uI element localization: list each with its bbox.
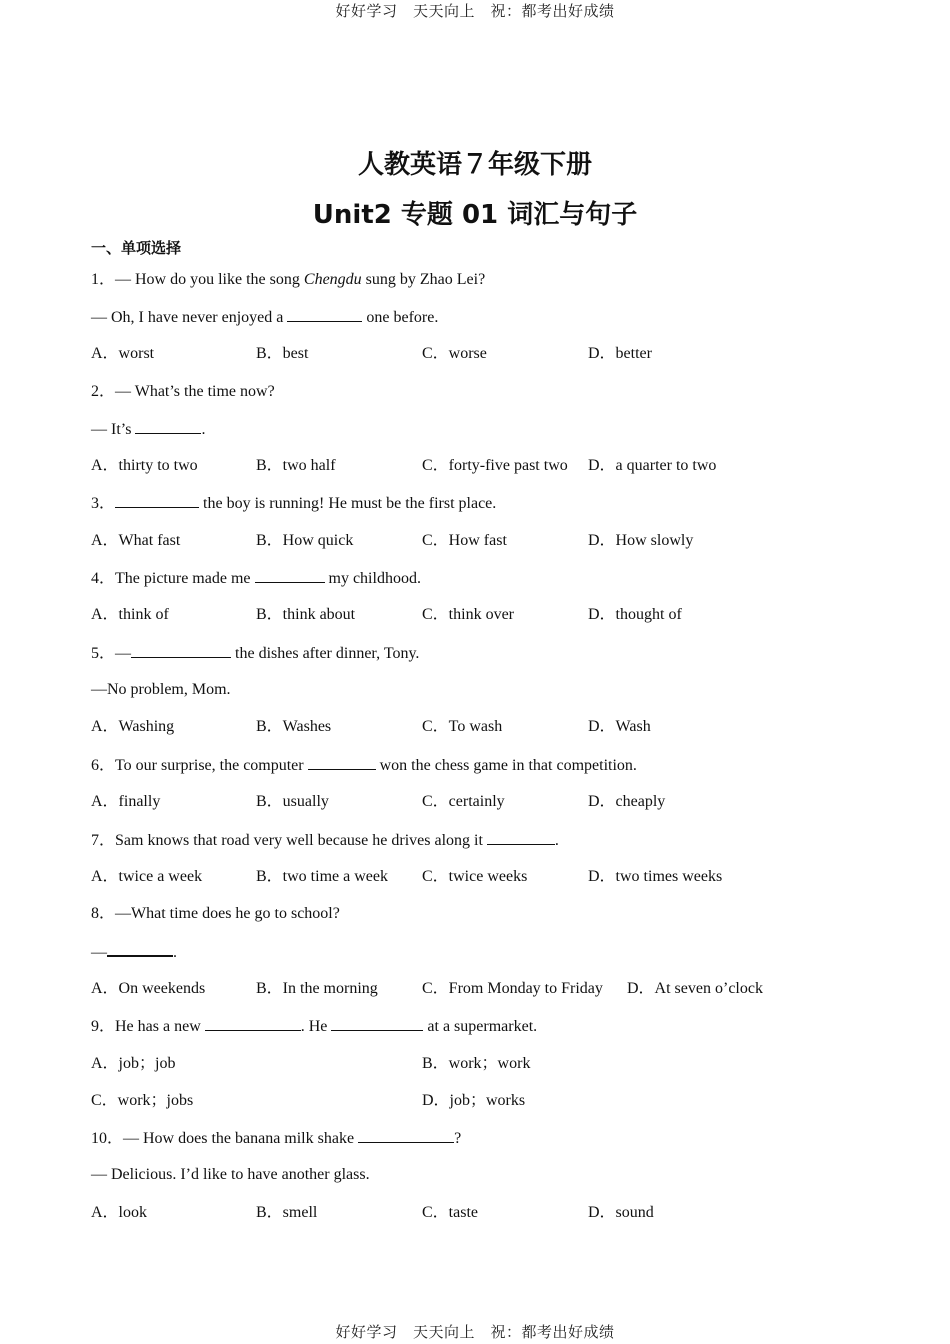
question-2-line-2: — It’s .: [91, 421, 206, 438]
answer-blank[interactable]: [287, 307, 362, 322]
document-subtitle: Unit2 专题 01 词汇与句子: [312, 200, 638, 230]
q2-option-a[interactable]: A．thirty to two: [91, 457, 198, 474]
q10-option-d[interactable]: D．sound: [588, 1204, 654, 1221]
question-8: 8．—What time does he go to school?: [91, 905, 340, 922]
answer-blank[interactable]: [115, 493, 199, 508]
question-1-line-2: — Oh, I have never enjoyed a one before.: [91, 309, 439, 326]
question-7: 7．Sam knows that road very well because he drives along it .: [91, 832, 559, 849]
answer-blank[interactable]: [107, 941, 173, 957]
question-6: 6．To our surprise, the computer won the chess game in that competition.: [91, 757, 637, 774]
q8-option-c[interactable]: C．From Monday to Friday: [422, 980, 603, 997]
answer-blank[interactable]: [358, 1128, 454, 1143]
q2-option-c[interactable]: C．forty-five past two: [422, 457, 568, 474]
answer-blank[interactable]: [487, 830, 555, 845]
q2-option-d[interactable]: D．a quarter to two: [588, 457, 717, 474]
q1-option-a[interactable]: A．worst: [91, 345, 155, 362]
question-1: 1．— How do you like the song Chengdu sung by Zhao Lei?: [91, 271, 486, 288]
q3-option-d[interactable]: D．How slowly: [588, 532, 694, 549]
q7-option-c[interactable]: C．twice weeks: [422, 868, 528, 885]
q1-option-b[interactable]: B．best: [256, 345, 309, 362]
answer-blank[interactable]: [131, 643, 231, 658]
q9-option-a[interactable]: A．job；job: [91, 1055, 176, 1072]
section-heading: 一、单项选择: [91, 239, 182, 257]
answer-blank[interactable]: [255, 568, 325, 583]
q10-option-a[interactable]: A．look: [91, 1204, 148, 1221]
answer-blank[interactable]: [331, 1016, 423, 1031]
q10-option-b[interactable]: B．smell: [256, 1204, 318, 1221]
answer-blank[interactable]: [135, 419, 201, 434]
page-footer: 好好学习 天天向上 祝：都考出好成绩: [335, 1323, 615, 1341]
q9-option-b[interactable]: B．work；work: [422, 1055, 531, 1072]
q6-option-b[interactable]: B．usually: [256, 793, 329, 810]
q10-option-c[interactable]: C．taste: [422, 1204, 478, 1221]
q3-option-a[interactable]: A．What fast: [91, 532, 181, 549]
answer-blank[interactable]: [308, 755, 376, 770]
q4-option-d[interactable]: D．thought of: [588, 606, 682, 623]
q4-option-b[interactable]: B．think about: [256, 606, 356, 623]
page-header: 好好学习 天天向上 祝：都考出好成绩: [335, 2, 615, 20]
question-3: 3． the boy is running! He must be the first place.: [91, 495, 497, 512]
question-10-line-2: — Delicious. I’d like to have another glass.: [91, 1166, 370, 1183]
question-8-line-2: — .: [91, 941, 177, 963]
q5-option-c[interactable]: C．To wash: [422, 718, 503, 735]
q2-option-b[interactable]: B．two half: [256, 457, 336, 474]
question-10: 10．— How does the banana milk shake ?: [91, 1130, 462, 1147]
q6-option-d[interactable]: D．cheaply: [588, 793, 666, 810]
q3-option-c[interactable]: C．How fast: [422, 532, 507, 549]
q7-option-a[interactable]: A．twice a week: [91, 868, 203, 885]
q7-option-d[interactable]: D．two times weeks: [588, 868, 723, 885]
question-9: 9．He has a new . He at a supermarket.: [91, 1018, 538, 1035]
q4-option-c[interactable]: C．think over: [422, 606, 514, 623]
q5-option-b[interactable]: B．Washes: [256, 718, 332, 735]
q3-option-b[interactable]: B．How quick: [256, 532, 354, 549]
q1-option-d[interactable]: D．better: [588, 345, 652, 362]
document-title: 人教英语７年级下册: [357, 150, 592, 180]
q7-option-b[interactable]: B．two time a week: [256, 868, 388, 885]
q6-option-c[interactable]: C．certainly: [422, 793, 505, 810]
q8-option-d[interactable]: D．At seven o’clock: [627, 980, 763, 997]
q5-option-a[interactable]: A．Washing: [91, 718, 175, 735]
q6-option-a[interactable]: A．finally: [91, 793, 161, 810]
answer-blank[interactable]: [205, 1016, 301, 1031]
q5-option-d[interactable]: D．Wash: [588, 718, 651, 735]
q8-option-b[interactable]: B．In the morning: [256, 980, 378, 997]
question-2: 2．— What’s the time now?: [91, 383, 275, 400]
q4-option-a[interactable]: A．think of: [91, 606, 169, 623]
q9-option-c[interactable]: C．work；jobs: [91, 1092, 194, 1109]
question-4: 4．The picture made me my childhood.: [91, 570, 421, 587]
question-5: 5．— the dishes after dinner, Tony.: [91, 645, 420, 662]
q8-option-a[interactable]: A．On weekends: [91, 980, 206, 997]
q9-option-d[interactable]: D．job；works: [422, 1092, 526, 1109]
q1-option-c[interactable]: C．worse: [422, 345, 487, 362]
question-5-line-2: —No problem, Mom.: [91, 681, 231, 698]
